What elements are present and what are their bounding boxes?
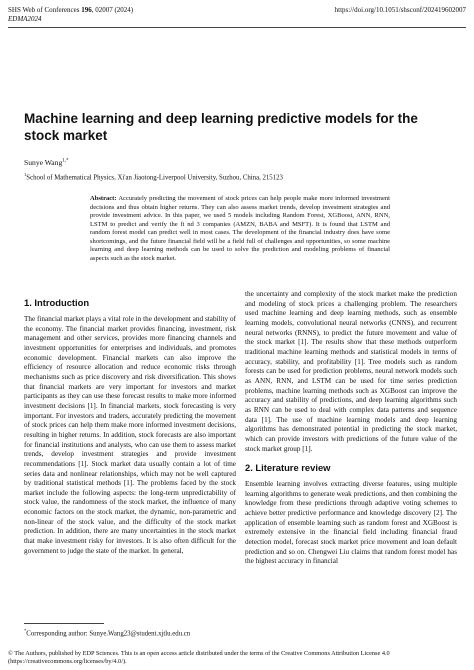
conference-name: EDMA2024 xyxy=(8,15,42,23)
literature-review-paragraph: Ensemble learning involves extracting diverse features, using multiple learning algorithms to generate weak predictions, and then combining the knowledge from these predictions through adaptive voting schemes to achieve better predictive performance and knowledge discovery [2]. The application of ensemble learning such as random forest and XGBoost is extremely extensive in the financial field including financial fraud detection model, forecast stock market price movement and loan default prediction and so on. Chengwei Liu claims that random forest model has the highest accuracy in financial xyxy=(245,480,457,566)
affiliation-text: School of Mathematical Physics, Xi'an Jiaotong-Liverpool University, Suzhou, China, 215123 xyxy=(26,174,283,182)
footnote-text: Corresponding author: Sunye.Wang23@student.xjtlu.edu.cn xyxy=(26,630,191,638)
left-column xyxy=(24,290,236,556)
journal-citation: SHS Web of Conferences 196, 02007 (2024) xyxy=(8,6,134,14)
affiliation-mark: 1 xyxy=(24,172,27,177)
author-marks: 1,* xyxy=(62,158,69,164)
volume-number: 196 xyxy=(81,6,92,14)
author-name: Sunye Wang xyxy=(24,158,63,167)
doi-link[interactable]: https://doi.org/10.1051/shsconf/202419602007 xyxy=(334,6,466,14)
license-footer xyxy=(8,650,466,666)
footnote-rule xyxy=(24,623,104,624)
affiliation xyxy=(24,172,283,181)
header-rule xyxy=(8,27,466,28)
right-column xyxy=(245,290,457,567)
license-url[interactable]: (https://creativecommons.org/licenses/by/4.0/). xyxy=(8,658,127,665)
footnote xyxy=(24,628,190,637)
abstract-label: Abstract: xyxy=(90,195,117,202)
abstract xyxy=(90,195,390,263)
license-line: © The Authors, published by EDP Sciences. This is an open access article distributed under the terms of the Creative Commons Attribution License 4.0 xyxy=(8,650,390,657)
footnote-mark: * xyxy=(24,628,27,633)
section-heading-introduction: 1. Introduction xyxy=(24,297,90,308)
running-header-left xyxy=(8,6,133,24)
paper-title: Machine learning and deep learning predictive models for the stock market xyxy=(24,111,418,143)
author-line xyxy=(24,158,69,167)
introduction-paragraph: The financial market plays a vital role in the development and stability of the economy. The financial market provides financing, investment, risk management and other services, provides more financing channels and investment opportunities for enterprises and individuals, and promotes economic development. Financial markets can also improve the efficiency of resource allocation and reduce economic risks through mechanisms such as price discovery and risk diversification. This shows that financial markets are very important for investors and market participants as they can use these forecast results to make more informed investment decisions [1]. In financial markets, stock forecasting is very important. For investors and traders, accurately predicting the movement of stock prices can help them make more informed investment decisions, resulting in higher returns. In addition, stock forecasts are also important for financial institutions and analysts, who can use them to assess market trends, develop investment strategies and provide investment recommendations [1]. Stock market data usually contain a lot of time series data and nonlinear relationships, which may not be well captured by traditional statistical methods [1]. The problems faced by the stock market include the following aspects: the long-term unpredictability of stock value, the randomness of the stock market, the influence of many economic factors on the stock market, the dynamic, non-parametric and non-linear of the stock value, and the difficulty of the stock market prediction. In addition, there are many uncertainties in the stock market that make investment risky for investors. It is also often difficult for the government to judge the state of the market. In general, xyxy=(24,315,236,555)
abstract-text: Accurately predicting the movement of stock prices can help people make more informed investment decisions and thus obtain higher returns. They can also assess market trends, develop investment strategies and provide investment advice. In this paper, we used 5 models including Random Forest, XGBoost, ANN, RNN, LSTM to predict and verify the fi nd 3 companies (AMZN, BABA and MSFT). It is found that LSTM and random forest model can predict well in most cases. The development of the financial industry does have some shortcomings, and the future financial field will be a field full of challenges and opportunities, so some machine learning and deep learning methods can be used to solve the prediction and modeling problems of financial aspects such as the stock market. xyxy=(90,195,390,262)
introduction-continuation: the uncertainty and complexity of the stock market make the prediction and modeling of stock prices a challenging problem. The researchers used machine learning and deep learning methods, such as ensemble learning models, convolutional neural networks (CNNS), and recurrent neural networks (RNNS), to predict the future movement and value of the stock market [1]. The results show that these methods outperform traditional machine learning methods and statistical models in terms of accuracy, stability, and profitability [1]. Tree models such as random forests can be used for prediction problems, neural network models such as ANN, RNN, and LSTM can be used for time series prediction problems, machine learning methods such as XGBoost can improve the accuracy and stability of predictions, and deep learning algorithms such as RNN can be used to deal with complex data patterns and sequence data [1]. The use of machine learning models and deep learning algorithms has demonstrated potential in predicting the stock market, which can provide investors with predictions of the future value of the stock market group [1]. xyxy=(245,290,457,453)
section-heading-literature-review: 2. Literature review xyxy=(245,462,331,474)
